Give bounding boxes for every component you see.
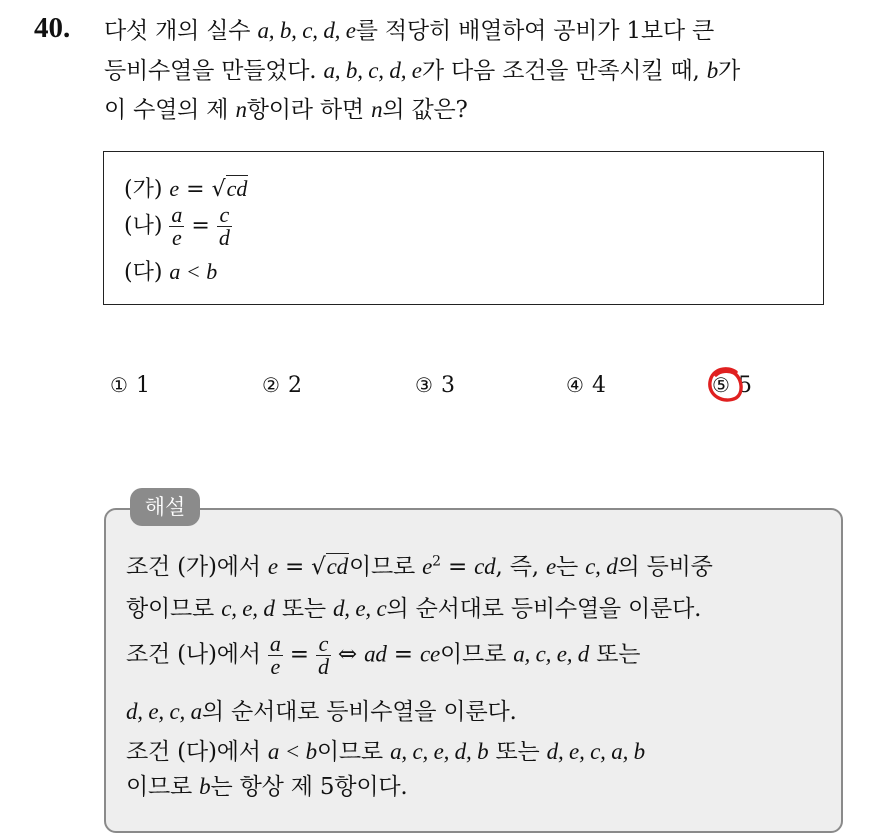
solution-line-6: 이므로 b는 항상 제 5항이다. — [126, 774, 408, 800]
fraction-a-over-e-solution: $\frac{a}{e}$ — [269, 631, 281, 679]
choice-2[interactable]: ② 2 — [262, 373, 302, 398]
choice-4[interactable]: ④ 4 — [566, 373, 606, 398]
condition-ga: (가) e = √cd — [124, 176, 248, 202]
solution-tab: 해설 — [130, 488, 200, 526]
choice-1[interactable]: ① 1 — [110, 373, 150, 398]
question-text-line-2: 등비수열을 만들었다. a, b, c, d, e가 다음 조건을 만족시킬 때, b가 — [104, 58, 741, 84]
condition-na: (나) $\frac{a}{e}$ = $\frac{c}{d}$ — [124, 202, 230, 250]
sqrt-cd-solution: √cd — [311, 554, 348, 580]
solution-line-5: 조건 (다)에서 a < b이므로 a, c, e, d, b 또는 d, e, c, a, b — [126, 739, 645, 765]
solution-line-2: 항이므로 c, e, d 또는 d, e, c의 순서대로 등비수열을 이룬다. — [126, 596, 702, 622]
choice-3[interactable]: ③ 3 — [415, 373, 455, 398]
question-number: 40. — [34, 12, 71, 44]
question-text-line-1: 다섯 개의 실수 a, b, c, d, e를 적당히 배열하여 공비가 1보다 큰 — [104, 18, 715, 44]
condition-da: (다) a < b — [124, 259, 218, 285]
choice-5[interactable]: ⑤ 5 — [712, 373, 752, 398]
answer-circle-icon — [706, 366, 744, 404]
sqrt-cd: √cd — [211, 176, 248, 202]
fraction-c-over-d: $\frac{c}{d}$ — [218, 202, 230, 250]
fraction-c-over-d-solution: $\frac{c}{d}$ — [317, 631, 329, 679]
solution-line-4: d, e, c, a의 순서대로 등비수열을 이룬다. — [126, 699, 517, 725]
fraction-a-over-e: $\frac{a}{e}$ — [171, 202, 183, 250]
question-text-line-3: 이 수열의 제 n항이라 하면 n의 값은? — [104, 97, 468, 123]
solution-line-1: 조건 (가)에서 e = √cd이므로 $e^2$ = cd, 즉, e는 c, d의 등비중 — [126, 553, 713, 580]
conditions-box — [103, 151, 824, 305]
solution-line-3: 조건 (나)에서 $\frac{a}{e}$ = $\frac{c}{d}$ ⇔ ad = ce이므로 a, c, e, d 또는 — [126, 631, 641, 679]
